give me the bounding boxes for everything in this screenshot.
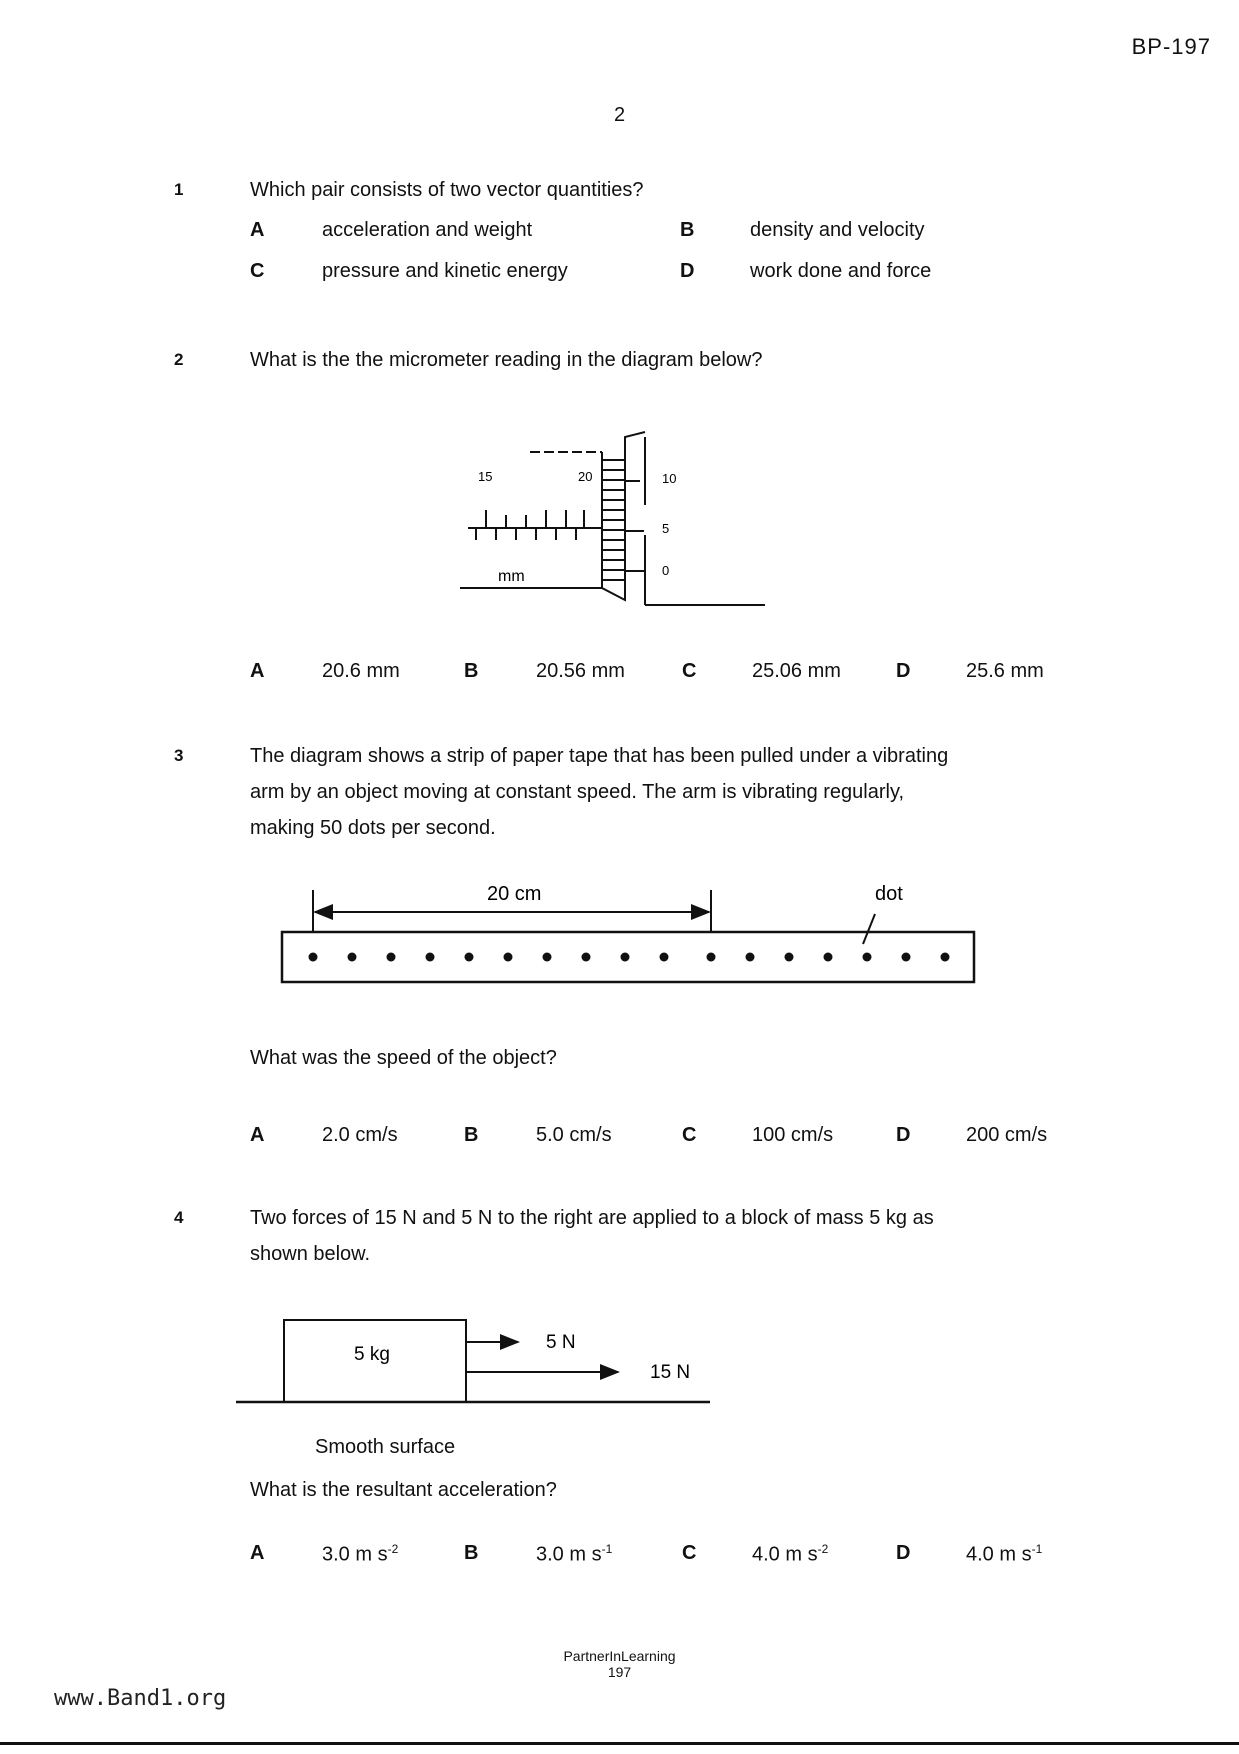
- q4-option-b-letter: B: [464, 1542, 479, 1564]
- q4-line-1: Two forces of 15 N and 5 N to the right are applied to a block of mass 5 kg as: [250, 1207, 934, 1229]
- q3-line-3: making 50 dots per second.: [250, 817, 496, 839]
- thimble-label-5: 5: [662, 521, 670, 536]
- q4-option-c-letter: C: [682, 1542, 697, 1564]
- q2-option-a-letter: A: [250, 660, 265, 682]
- q3-option-a: 2.0 cm/s: [322, 1124, 398, 1146]
- q2-option-a: 20.6 mm: [322, 660, 400, 682]
- question-4-prompt: What is the resultant acceleration?: [250, 1479, 557, 1501]
- q3-option-a-letter: A: [250, 1124, 265, 1146]
- q3-line-2: arm by an object moving at constant speed. The arm is vibrating regularly,: [250, 781, 905, 803]
- question-3-prompt: What was the speed of the object?: [250, 1047, 557, 1069]
- question-1-text: Which pair consists of two vector quantities?: [250, 179, 644, 201]
- publisher-name: PartnerInLearning: [563, 1648, 676, 1664]
- paper-code: BP-197: [1131, 34, 1211, 59]
- surface-label: Smooth surface: [315, 1436, 456, 1458]
- website-watermark: www.Band1.org: [54, 1686, 227, 1711]
- force-15n-label: 15 N: [650, 1362, 691, 1383]
- q1-option-a: acceleration and weight: [322, 219, 533, 241]
- mass-label: 5 kg: [354, 1344, 390, 1365]
- q3-option-d: 200 cm/s: [966, 1124, 1048, 1146]
- footer-number: 197: [607, 1664, 632, 1680]
- dot-label: dot: [875, 883, 903, 905]
- force-diagram: [230, 1310, 730, 1410]
- unit-label-mm: mm: [498, 568, 525, 585]
- q3-option-c: 100 cm/s: [752, 1124, 834, 1146]
- q4-option-d-letter: D: [896, 1542, 911, 1564]
- page-number: 2: [613, 104, 626, 126]
- question-3-number: 3: [174, 746, 184, 765]
- question-4-number: 4: [174, 1208, 184, 1227]
- footer: [0, 1648, 1239, 1680]
- q1-option-b-letter: B: [680, 219, 695, 241]
- q4-option-b: 3.0 m $s^{-1}$: [536, 1542, 613, 1566]
- q3-option-d-letter: D: [896, 1124, 911, 1146]
- q3-option-c-letter: C: [682, 1124, 697, 1146]
- q3-line-1: The diagram shows a strip of paper tape that has been pulled under a vibrating: [250, 745, 949, 767]
- q2-option-d-letter: D: [896, 660, 911, 682]
- question-1-number: 1: [174, 180, 184, 199]
- q2-option-b: 20.56 mm: [536, 660, 625, 682]
- q3-option-b: 5.0 cm/s: [536, 1124, 612, 1146]
- distance-label: 20 cm: [487, 883, 542, 905]
- q4-option-a-letter: A: [250, 1542, 265, 1564]
- question-4-text: [250, 1200, 1090, 1272]
- q2-option-c: 25.06 mm: [752, 660, 841, 682]
- scale-label-20: 20: [578, 469, 593, 484]
- question-2-text: What is the the micrometer reading in the diagram below?: [250, 349, 763, 371]
- question-2-number: 2: [174, 350, 184, 369]
- q1-option-a-letter: A: [250, 219, 265, 241]
- q1-option-d: work done and force: [750, 260, 932, 282]
- q1-option-b: density and velocity: [750, 219, 925, 241]
- q4-option-a: 3.0 m $s^{-2}$: [322, 1542, 399, 1566]
- micrometer-diagram: [460, 425, 780, 615]
- thimble-label-0: 0: [662, 563, 670, 578]
- bottom-rule: [0, 1742, 1239, 1745]
- scale-label-15: 15: [478, 469, 493, 484]
- force-5n-label: 5 N: [546, 1332, 576, 1353]
- q4-line-2: shown below.: [250, 1243, 371, 1265]
- paper-tape-diagram: [275, 870, 985, 990]
- q1-option-c-letter: C: [250, 260, 265, 282]
- q2-option-b-letter: B: [464, 660, 479, 682]
- q1-option-d-letter: D: [680, 260, 695, 282]
- q2-option-c-letter: C: [682, 660, 697, 682]
- q4-option-d: 4.0 m $s^{-1}$: [966, 1542, 1043, 1566]
- question-3-text: [250, 738, 1090, 846]
- q3-option-b-letter: B: [464, 1124, 479, 1146]
- q4-option-c: 4.0 m $s^{-2}$: [752, 1542, 829, 1566]
- q1-option-c: pressure and kinetic energy: [322, 260, 568, 282]
- q2-option-d: 25.6 mm: [966, 660, 1044, 682]
- thimble-label-10: 10: [662, 471, 677, 486]
